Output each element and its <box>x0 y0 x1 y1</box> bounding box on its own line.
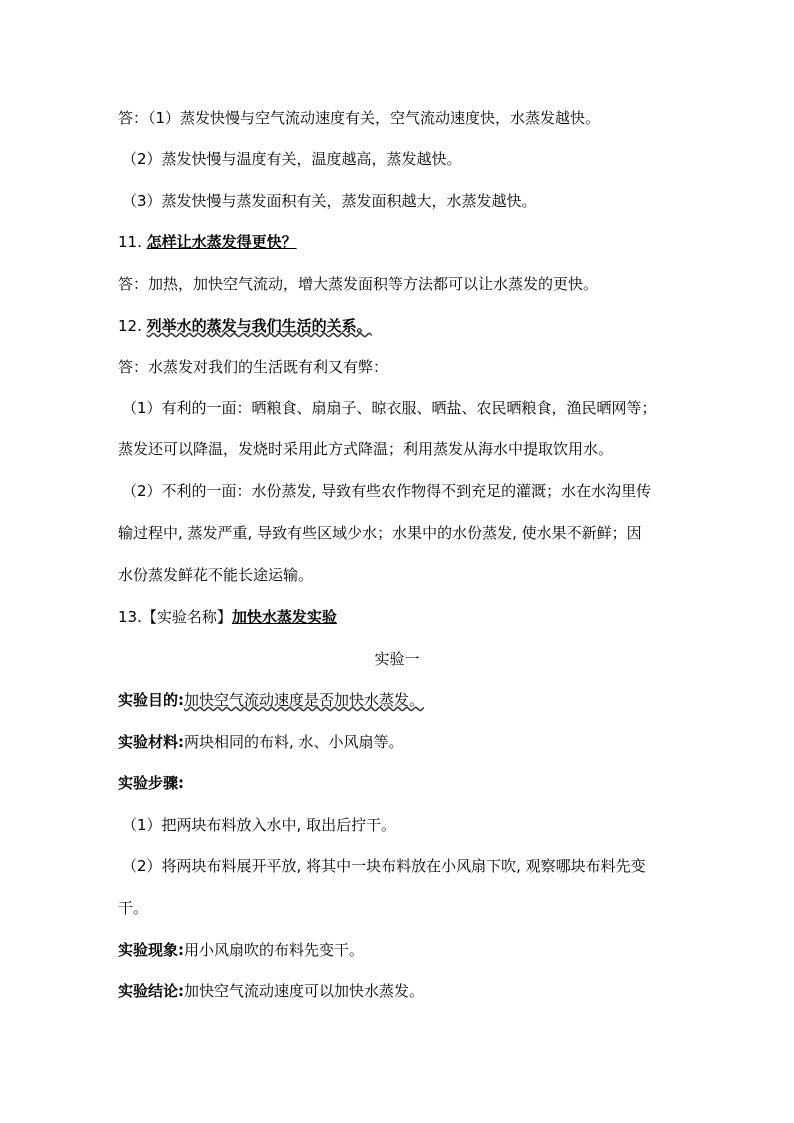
question-11 <box>118 230 688 254</box>
experiment-materials <box>118 730 688 754</box>
question-13-number: 13. <box>118 608 142 626</box>
question-12-number: 12. <box>118 317 147 335</box>
experiment-steps-label: 实验步骤: <box>118 774 184 792</box>
answer-12-harm-line-3: 水份蒸发鲜花不能长途运输。 <box>118 566 314 584</box>
answer-12-harm-line-2: 输过程中, 蒸发严重, 导致有些区域少水；水果中的水份蒸发, 使水果不新鲜；因 <box>118 524 642 542</box>
materials-text: 两块相同的布料, 水、小风扇等。 <box>184 733 404 751</box>
experiment-title: 实验一 <box>374 650 420 668</box>
question-11-number: 11. <box>118 233 147 251</box>
materials-label: 实验材料: <box>118 733 184 751</box>
question-13-text: 加快水蒸发实验 <box>231 608 337 626</box>
phenomenon-label: 实验现象: <box>118 941 184 959</box>
answer-line-3: （3）蒸发快慢与蒸发面积有关，蒸发面积越大，水蒸发越快。 <box>122 192 537 210</box>
answer-line-2: （2）蒸发快慢与温度有关，温度越高，蒸发越快。 <box>122 150 462 168</box>
question-12-text: 列举水的蒸发与我们生活的关系。 <box>146 317 372 335</box>
conclusion-text: 加快空气流动速度可以加快水蒸发。 <box>184 982 425 1000</box>
conclusion-label: 实验结论: <box>118 982 184 1000</box>
question-13-tag: 【实验名称】 <box>141 608 232 626</box>
purpose-text: 加快空气流动速度是否加快水蒸发。 <box>184 691 425 709</box>
question-12 <box>118 314 688 338</box>
question-13 <box>118 605 688 629</box>
experiment-conclusion <box>118 979 688 1003</box>
experiment-purpose <box>118 688 688 712</box>
purpose-label: 实验目的: <box>118 691 184 709</box>
answer-line-1: 答：（1）蒸发快慢与空气流动速度有关，空气流动速度快，水蒸发越快。 <box>118 109 601 127</box>
answer-12-benefit-line-2: 蒸发还可以降温，发烧时采用此方式降温；利用蒸发从海水中提取饮用水。 <box>118 440 614 458</box>
step-1: （1）把两块布料放入水中, 取出后拧干。 <box>122 816 397 834</box>
step-2-line-1: （2）将两块布料展开平放, 将其中一块布料放在小风扇下吹, 观察哪块布料先变 <box>122 857 646 875</box>
answer-12-harm-line-1: （2）不利的一面：水份蒸发, 导致有些农作物得不到充足的灌溉；水在水沟里传 <box>122 482 652 500</box>
experiment-phenomenon <box>118 938 688 962</box>
answer-12-intro: 答：水蒸发对我们的生活既有利又有弊： <box>118 358 389 376</box>
question-11-text: 怎样让水蒸发得更快？ <box>146 233 297 251</box>
answer-12-benefit-line-1: （1）有利的一面：晒粮食、扇扇子、晾衣服、晒盐、农民晒粮食，渔民晒网等； <box>122 399 657 417</box>
phenomenon-text: 用小风扇吹的布料先变干。 <box>184 941 365 959</box>
answer-11: 答：加热，加快空气流动，增大蒸发面积等方法都可以让水蒸发的更快。 <box>118 275 599 293</box>
step-2-line-2: 干。 <box>118 899 149 917</box>
